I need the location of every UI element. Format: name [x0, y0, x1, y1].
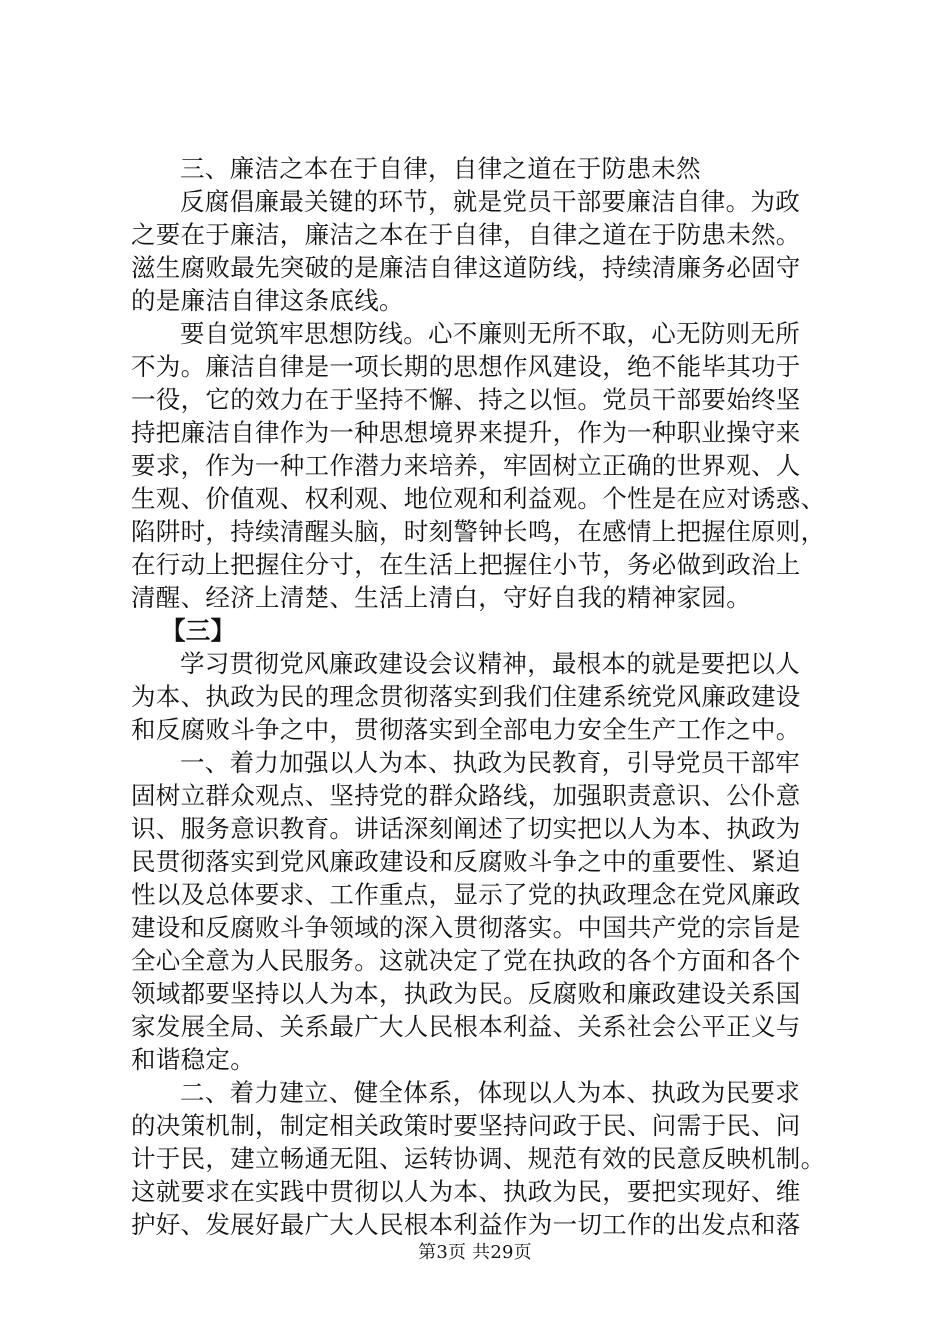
document-body [131, 152, 831, 1241]
paragraph-line: 生观、价值观、权利观、地位观和利益观。个性是在应对诱惑、 [131, 484, 826, 513]
paragraph-line: 要求，作为一种工作潜力来培养，牢固树立正确的世界观、人 [131, 451, 801, 480]
paragraph-line: 护好、发展好最广大人民根本利益作为一切工作的出发点和落 [131, 1210, 801, 1239]
paragraph-line: 陷阱时，持续清醒头脑，时刻警钟长鸣，在感情上把握住原则， [131, 517, 826, 546]
paragraph-line: 民贯彻落实到党风廉政建设和反腐败斗争之中的重要性、紧迫 [131, 847, 801, 876]
paragraph-line: 性以及总体要求、工作重点，显示了党的执政理念在党风廉政 [131, 880, 801, 909]
paragraph-line: 识、服务意识教育。讲话深刻阐述了切实把以人为本、执政为 [131, 814, 801, 843]
paragraph-line: 要自觉筑牢思想防线。心不廉则无所不取，心无防则无所 [180, 319, 800, 348]
paragraph-line: 这就要求在实践中贯彻以人为本、执政为民，要把实现好、维 [131, 1177, 801, 1206]
paragraph-line: 持把廉洁自律作为一种思想境界来提升，作为一种职业操守来 [131, 418, 801, 447]
section-heading: 三、廉洁之本在于自律，自律之道在于防患未然 [180, 154, 701, 183]
paragraph-line: 和谐稳定。 [131, 1045, 255, 1074]
paragraph-line: 一、着力加强以人为本、执政为民教育，引导党员干部牢 [180, 748, 800, 777]
paragraph-line: 清醒、经济上清楚、生活上清白，守好自我的精神家园。 [131, 583, 751, 612]
paragraph-line: 和反腐败斗争之中，贯彻落实到全部电力安全生产工作之中。 [131, 715, 801, 744]
paragraph-line: 的决策机制，制定相关政策时要坚持问政于民、问需于民、问 [131, 1111, 801, 1140]
paragraph-line: 建设和反腐败斗争领域的深入贯彻落实。中国共产党的宗旨是 [131, 913, 801, 942]
section-marker: 【三】 [161, 616, 236, 645]
paragraph-line: 一役，它的效力在于坚持不懈、持之以恒。党员干部要始终坚 [131, 385, 801, 414]
paragraph-line: 二、着力建立、健全体系，体现以人为本、执政为民要求 [180, 1078, 800, 1107]
paragraph-line: 的是廉洁自律这条底线。 [131, 286, 404, 315]
paragraph-line: 为本、执政为民的理念贯彻落实到我们住建系统党风廉政建设 [131, 682, 801, 711]
paragraph-line: 全心全意为人民服务。这就决定了党在执政的各个方面和各个 [131, 946, 801, 975]
paragraph-line: 计于民，建立畅通无阻、运转协调、规范有效的民意反映机制。 [131, 1144, 826, 1173]
paragraph-line: 反腐倡廉最关键的环节，就是党员干部要廉洁自律。为政 [180, 187, 800, 216]
page-number: 第3页 共29页 [418, 1242, 532, 1263]
paragraph-line: 不为。廉洁自律是一项长期的思想作风建设，绝不能毕其功于 [131, 352, 801, 381]
paragraph-line: 之要在于廉洁，廉洁之本在于自律，自律之道在于防患未然。 [131, 220, 801, 249]
paragraph-line: 家发展全局、关系最广大人民根本利益、关系社会公平正义与 [131, 1012, 801, 1041]
paragraph-line: 在行动上把握住分寸，在生活上把握住小节，务必做到政治上 [131, 550, 801, 579]
paragraph-line: 学习贯彻党风廉政建设会议精神，最根本的就是要把以人 [180, 649, 800, 678]
paragraph-line: 领域都要坚持以人为本，执政为民。反腐败和廉政建设关系国 [131, 979, 801, 1008]
paragraph-line: 固树立群众观点、坚持党的群众路线，加强职责意识、公仆意 [131, 781, 801, 810]
paragraph-line: 滋生腐败最先突破的是廉洁自律这道防线，持续清廉务必固守 [131, 253, 801, 282]
